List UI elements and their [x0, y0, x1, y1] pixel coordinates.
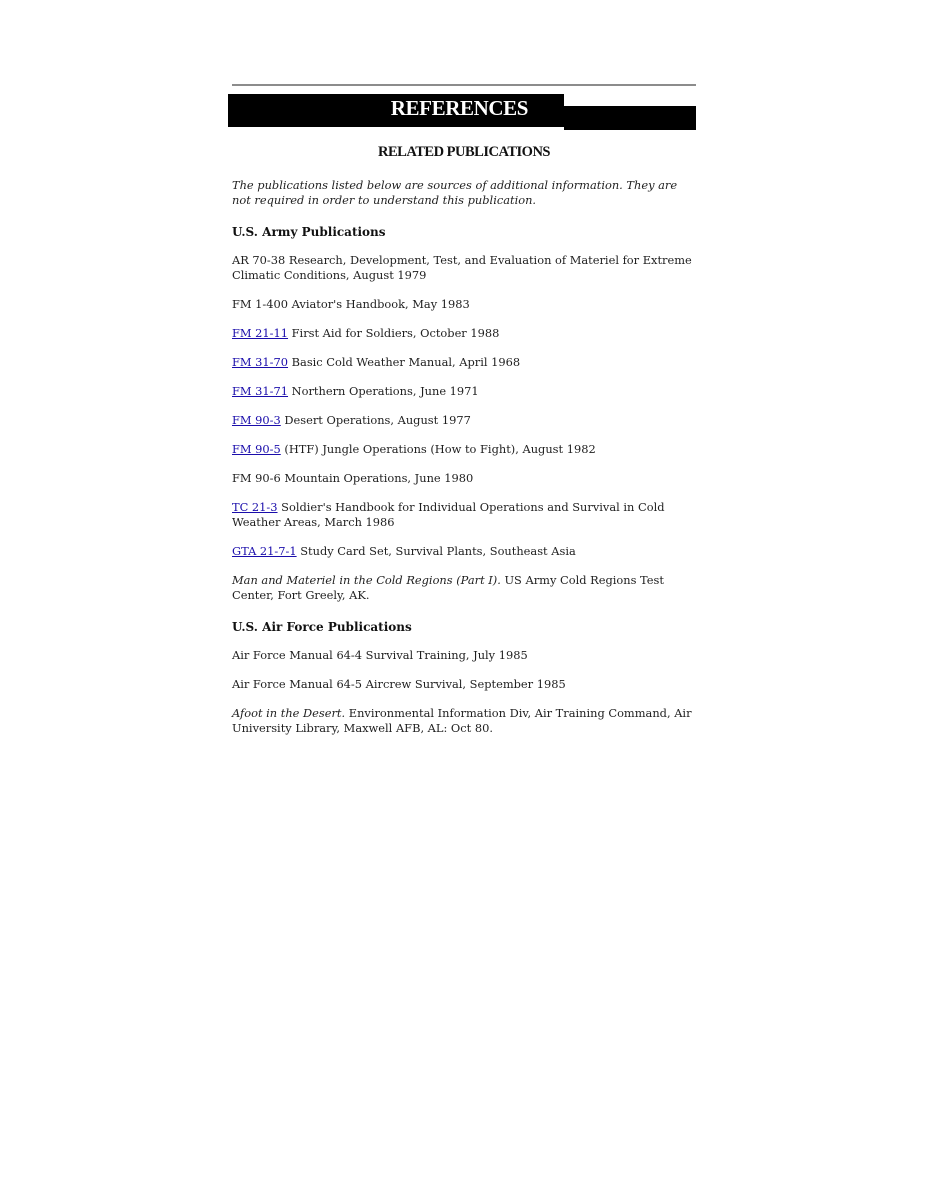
reference-item: Air Force Manual 64-5 Aircrew Survival, September 1985 [232, 677, 566, 691]
reference-link-fm-31-71[interactable]: FM 31-71 [232, 384, 289, 398]
reference-item: FM 90-5 (HTF) Jungle Operations (How to Fight), August 1982 [232, 442, 596, 456]
reference-link-tc-21-3[interactable]: TC 21-3 [232, 500, 278, 514]
reference-item: FM 1-400 Aviator's Handbook, May 1983 [232, 297, 470, 311]
banner-right-bar [564, 106, 696, 130]
reference-link-gta-21-7-1[interactable]: GTA 21-7-1 [232, 544, 297, 558]
reference-item: TC 21-3 Soldier's Handbook for Individual Operations and Survival in Cold Weather Areas, March 1986 [232, 500, 665, 529]
references-banner [232, 94, 696, 126]
reference-link-fm-90-3[interactable]: FM 90-3 [232, 413, 281, 427]
reference-item: FM 31-71 Northern Operations, June 1971 [232, 384, 479, 398]
top-rule [232, 84, 696, 86]
page-title: REFERENCES [390, 96, 528, 120]
airforce-heading: U.S. Air Force Publications [232, 620, 412, 634]
reference-item: FM 90-6 Mountain Operations, June 1980 [232, 471, 474, 485]
reference-link-fm-90-5[interactable]: FM 90-5 [232, 442, 281, 456]
document-page [232, 84, 696, 736]
reference-item: Afoot in the Desert. Environmental Information Div, Air Training Command, Air University Library, Maxwell AFB, AL: Oct 80. [232, 706, 692, 735]
reference-link-fm-21-11[interactable]: FM 21-11 [232, 326, 289, 340]
army-heading: U.S. Army Publications [232, 225, 386, 239]
intro-text: The publications listed below are sources of additional information. They are not required in order to understand this publication. [232, 178, 678, 207]
section-title: RELATED PUBLICATIONS [378, 144, 550, 160]
reference-item: FM 90-3 Desert Operations, August 1977 [232, 413, 471, 427]
reference-item: FM 21-11 First Aid for Soldiers, October 1988 [232, 326, 500, 340]
banner-main-bar [232, 94, 564, 123]
reference-item: Man and Materiel in the Cold Regions (Part I). US Army Cold Regions Test Center, Fort Greely, AK. [232, 573, 664, 602]
reference-item: GTA 21-7-1 Study Card Set, Survival Plants, Southeast Asia [232, 544, 576, 558]
reference-item: AR 70-38 Research, Development, Test, and Evaluation of Materiel for Extreme Climatic Conditions, August 1979 [232, 253, 692, 282]
reference-item: Air Force Manual 64-4 Survival Training, July 1985 [232, 648, 528, 662]
reference-link-fm-31-70[interactable]: FM 31-70 [232, 355, 289, 369]
banner-underline [228, 123, 564, 127]
reference-item: FM 31-70 Basic Cold Weather Manual, April 1968 [232, 355, 521, 369]
